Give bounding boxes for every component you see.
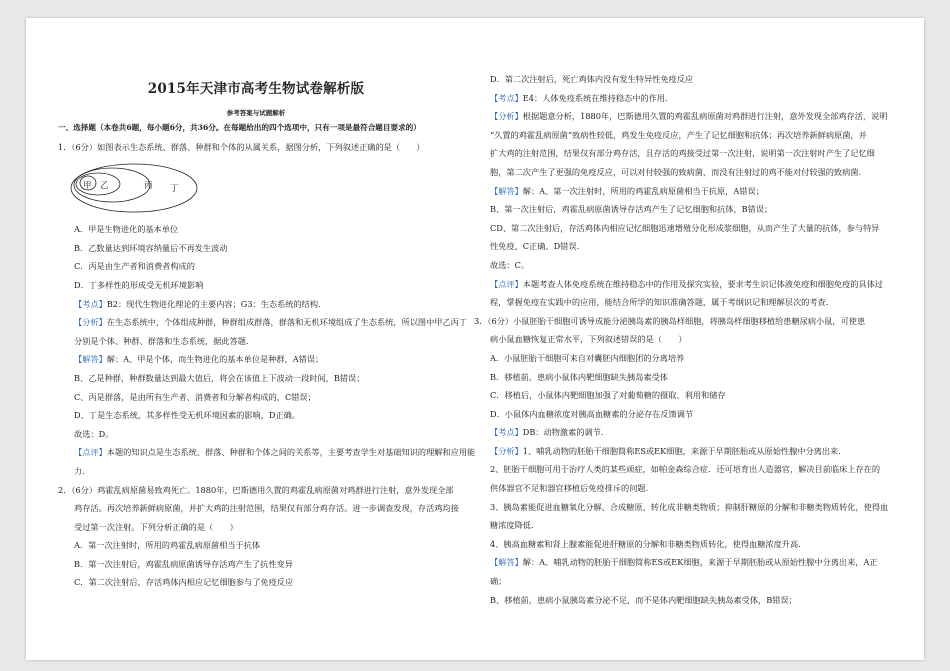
q2-stem-l1: 2．（6分）鸡霍乱病原菌易致鸡死亡。1880年，巴斯德用久置的鸡霍乱病原菌对鸡群进行注射，意外发现全部	[58, 484, 454, 495]
q3-fenxi-l1: 1、哺乳动物的胚胎干细胞简称ES或EK细胞，来源于早期胚胎或从原始性腺中分离出来.	[522, 445, 841, 456]
q3-option-c: C．移植后，小鼠体内靶细胞加强了对葡萄糖的摄取、利用和储存	[490, 390, 726, 401]
q3-fenxi-l6: 4、胰高血糖素和肾上腺素能促进肝糖原的分解和非糖类物质转化，使得血糖浓度升高.	[490, 538, 801, 549]
q1-jieda	[58, 350, 478, 369]
q1-fenxi-tag: 【分析】	[74, 317, 107, 328]
q3-jieda	[474, 553, 894, 572]
q1-kaodian-text: B2：现代生物进化理论的主要内容；G3：生态系统的结构.	[106, 298, 321, 309]
q2-fenxi	[474, 107, 894, 126]
q1-dianping	[58, 443, 478, 462]
q1-answer: 故选：D。	[74, 428, 114, 439]
q1-dianping-l1: 本题的知识点是生态系统、群落、种群和个体之间的关系等，主要考查学生对基础知识的理解和应用能	[106, 447, 476, 458]
q2-fenxi-l1: 根据题意分析，1880年，巴斯德用久置的鸡霍乱病原菌对鸡群进行注射，意外发现全部鸡存活，说明	[522, 111, 888, 122]
q2-answer: 故选：C。	[490, 259, 530, 270]
q3-stem-l2: 病小鼠血糖恢复正常水平，下列叙述错误的是（ ）	[490, 334, 687, 345]
label-ding: 丁	[170, 184, 179, 195]
q1-jieda-l3: C、丙是群落，是由所有生产者、消费者和分解者构成的，C错误；	[74, 391, 316, 402]
q1-fenxi	[58, 313, 478, 332]
q2-jieda-l3: CD、第二次注射后，存活鸡体内相应记忆细胞迅速增殖分化形成浆细胞，从而产生了大量的抗体，参与特异	[490, 222, 880, 233]
q2-dianping	[474, 275, 894, 294]
q2-kaodian-text: E4：人体免疫系统在维持稳态中的作用.	[522, 92, 668, 103]
document-title: 2015年天津市高考生物试卷解析版	[147, 81, 365, 97]
q3-option-d: D．小鼠体内血糖浓度对胰高血糖素的分泌存在反馈调节	[490, 408, 694, 419]
label-yi: 乙	[100, 181, 109, 192]
q2-fenxi-l2: “久置的鸡霍乱病原菌”致病性较低，鸡发生免疫反应，产生了记忆细胞和抗体；再次培养新鲜病原菌，并	[490, 129, 867, 140]
q1-jieda-tag: 【解答】	[74, 354, 107, 365]
q3-kaodian-tag: 【考点】	[490, 427, 523, 438]
q2-dianping-tag: 【点评】	[490, 278, 523, 289]
q3-fenxi-tag: 【分析】	[490, 445, 523, 456]
q2-dianping-l2: 程，掌握免疫在实践中的应用，能结合所学的知识准确答题，属于考纲识记和理解层次的考查.	[490, 297, 829, 308]
q2-stem-l2: 鸡存活。再次培养新鲜病原菌，并扩大鸡的注射范围，结果仅有部分鸡存活。进一步调查发现，存活鸡均接	[74, 503, 459, 514]
q1-dianping-l2: 力.	[74, 465, 85, 476]
q2-jieda-tag: 【解答】	[490, 185, 523, 196]
q2-fenxi-l3: 扩大鸡的注射范围，结果仅有部分鸡存活，且存活的鸡接受过第一次注射，说明第一次注射时产生了记忆细	[490, 148, 875, 159]
q3-fenxi-l3: 供体器官不足和器官移植后免疫排斥的问题.	[490, 483, 649, 494]
q3-option-a: A．小鼠胚胎干细胞可来自对囊胚内细胞团的分离培养	[490, 352, 685, 363]
document-subtitle: 参考答案与试题解析	[226, 109, 286, 117]
q3-fenxi-l2: 2、胚胎干细胞可用于治疗人类的某些顽症，如帕金森综合症．还可培育出人造器官，解决目前临床上存在的	[490, 464, 881, 475]
q1-option-c: C．丙是由生产者和消费者构成的	[74, 261, 195, 272]
q1-option-d: D．丁多样性的形成受无机环境影响	[74, 279, 204, 290]
q2-option-a: A．第一次注射时，所用的鸡霍乱病原菌相当于抗体	[74, 540, 261, 551]
q2-jieda	[474, 182, 894, 201]
q1-kaodian-tag: 【考点】	[74, 298, 107, 309]
q1-stem: 1．（6分）如图表示生态系统、群落、种群和个体的从属关系，据图分析，下列叙述正确的是（ ）	[58, 141, 425, 152]
nested-ellipse-diagram	[58, 156, 478, 220]
q3-option-b: B．移植前，患病小鼠体内靶细胞缺失胰岛素受体	[490, 371, 668, 382]
q2-option-d: D．第二次注射后，死亡鸡体内没有发生特异性免疫反应	[490, 74, 694, 84]
q3-kaodian	[474, 423, 894, 442]
q1-jieda-l1: 解：A、甲是个体，而生物进化的基本单位是种群，A错误；	[106, 354, 324, 365]
left-column	[58, 119, 478, 592]
q3-fenxi-l4: 3、胰岛素能促进血糖氧化分解、合成糖原、转化成非糖类物质；抑制肝糖原的分解和非糖类物质转化，使得血	[490, 501, 889, 512]
label-jia: 甲	[83, 181, 92, 192]
q3-jieda-tag: 【解答】	[490, 557, 523, 568]
q2-fenxi-l4: 胞，第二次产生了更强的免疫反应，可以对付较强的致病菌，而没有注射过的鸡不能对付较强的致病菌.	[490, 166, 862, 177]
label-bing: 丙	[144, 181, 153, 192]
q1-kaodian	[58, 295, 478, 314]
q2-kaodian-tag: 【考点】	[490, 92, 523, 103]
q2-fenxi-tag: 【分析】	[490, 111, 523, 122]
q2-dianping-l1: 本题考查人体免疫系统在维持稳态中的作用及探究实验，要求考生识记体液免疫和细胞免疫的具体过	[522, 278, 884, 289]
q1-option-a: A．甲是生物进化的基本单位	[74, 224, 179, 235]
q1-option-b: B．乙数量达到环境容纳量后不再发生波动	[74, 242, 228, 253]
q1-fenxi-l1: 在生态系统中，个体组成种群，种群组成群落，群落和无机环境组成了生态系统，所以图中甲乙丙丁	[106, 317, 468, 328]
q3-kaodian-text: DB：动物激素的调节.	[522, 427, 604, 438]
q3-stem-l1: 3．（6分）小鼠胚胎干细胞可诱导成能分泌胰岛素的胰岛样细胞，将胰岛样细胞移植给患糖尿病小鼠，可使患	[474, 315, 866, 326]
q2-stem-l3: 受过第一次注射。下列分析正确的是（ ）	[74, 521, 238, 532]
q2-jieda-l1: 解：A、第一次注射时，所用的鸡霍乱病原菌相当于抗原，A错误；	[522, 185, 764, 196]
q2-jieda-l2: B、第一次注射后，鸡霍乱病原菌诱导存活鸡产生了记忆细胞和抗体，B错误；	[490, 204, 773, 215]
section-heading: 一、选择题（本卷共6题，每小题6分，共36分。在每题给出的四个选项中，只有一项是最符合题目要求的）	[58, 123, 421, 132]
q2-jieda-l4: 性免疫，C正确、D错误.	[490, 241, 580, 252]
q3-fenxi-l5: 糖浓度降低.	[490, 520, 534, 531]
q3-fenxi	[474, 442, 894, 461]
q3-jieda-l1: 解：A、哺乳动物的胚胎干细胞简称ES或EK细胞，来源于早期胚胎或从原始性腺中分离出来，A正	[522, 557, 878, 568]
q3-jieda-l3: B、移植前，患病小鼠胰岛素分泌不足，而不是体内靶细胞缺失胰岛素受体，B错误；	[490, 594, 797, 605]
q1-jieda-l2: B、乙是种群，种群数量达到最大值后，将会在该值上下波动一段时间，B错误；	[74, 372, 365, 383]
q2-option-c: C．第二次注射后，存活鸡体内相应记忆细胞参与了免疫反应	[74, 577, 294, 588]
q2-kaodian	[474, 89, 894, 108]
document-page	[26, 18, 924, 660]
right-column	[474, 70, 894, 609]
q3-jieda-l2: 确；	[490, 576, 507, 587]
q1-fenxi-l2: 分别是个体、种群、群落和生态系统，据此答题.	[74, 335, 249, 346]
q1-dianping-tag: 【点评】	[74, 447, 107, 458]
q2-option-b: B．第一次注射后，鸡霍乱病原菌诱导存活鸡产生了抗性变异	[74, 558, 293, 569]
q1-jieda-l4: D、丁是生态系统，其多样性受无机环境因素的影响，D正确。	[74, 410, 301, 421]
